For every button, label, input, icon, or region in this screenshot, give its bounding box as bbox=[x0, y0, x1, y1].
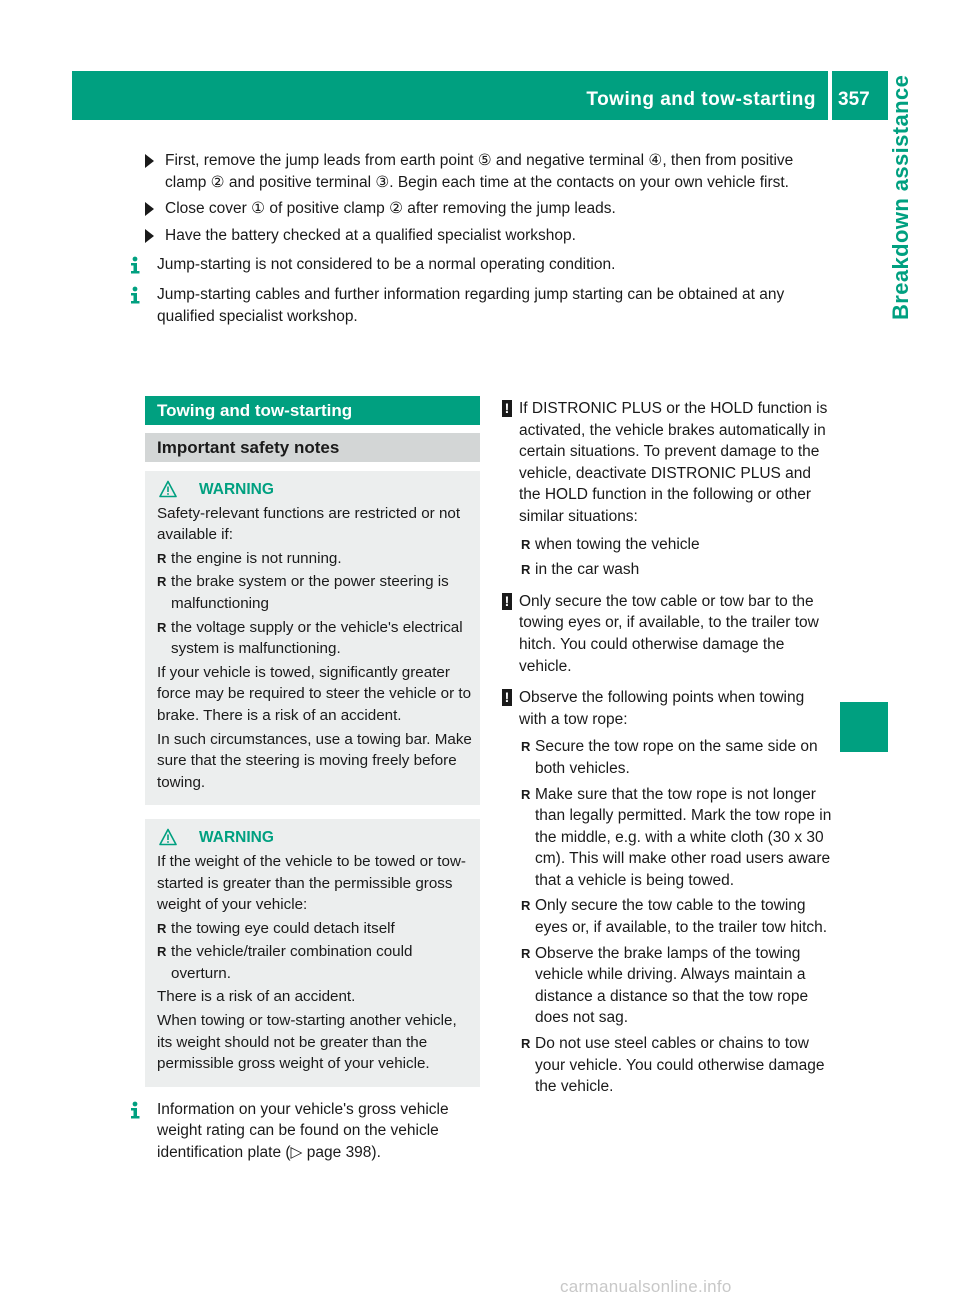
bullet-marker: R bbox=[521, 562, 531, 578]
warning-bullet bbox=[157, 617, 472, 660]
bullet-text: Secure the tow rope on the same side on both vehicles. bbox=[535, 738, 818, 777]
warning-paragraph: When towing or tow-starting another vehicle, its weight should not be greater than the permissible gross weight of your vehicle. bbox=[157, 1012, 457, 1073]
watermark: carmanualsonline.info bbox=[560, 1277, 732, 1296]
side-tab-marker bbox=[840, 702, 888, 752]
notice-text: Only secure the tow cable or tow bar to the towing eyes or, if available, to the trailer tow hitch. You could otherwise damage the vehicle. bbox=[519, 592, 819, 675]
info-note bbox=[127, 254, 835, 276]
info-note bbox=[127, 1099, 480, 1164]
notice-bullet bbox=[502, 736, 835, 779]
section-subtitle: Important safety notes bbox=[145, 433, 480, 462]
section-title: Towing and tow-starting bbox=[145, 396, 480, 425]
bullet-marker: R bbox=[157, 550, 167, 566]
bullet-marker: R bbox=[157, 574, 167, 590]
notice-exclamation-icon: ! bbox=[502, 689, 512, 706]
bullet-marker: R bbox=[521, 536, 531, 552]
warning-bullet bbox=[157, 941, 472, 984]
step-text: Have the battery checked at a qualified specialist workshop. bbox=[165, 226, 576, 244]
info-icon bbox=[127, 256, 143, 274]
info-text: Jump-starting is not considered to be a normal operating condition. bbox=[157, 256, 616, 274]
instruction-step bbox=[145, 198, 835, 220]
side-tab-label: Breakdown assistance bbox=[888, 74, 913, 320]
bullet-text: Make sure that the tow rope is not longer than legally permitted. Mark the tow rope in the middle, e.g. with a white cloth (30 x 30 cm). This will make other road users aware that a vehicle is being towed. bbox=[535, 785, 832, 889]
warning-heading bbox=[157, 479, 472, 501]
warning-intro: If the weight of the vehicle to be towed or tow-started is greater than the permissible gross weight of your vehicle: bbox=[157, 852, 466, 914]
warning-box bbox=[145, 819, 480, 1087]
bullet-text: the voltage supply or the vehicle's electrical system is malfunctioning. bbox=[171, 618, 463, 658]
step-text: Close cover ① of positive clamp ② after removing the jump leads. bbox=[165, 200, 616, 218]
bullet-text: the towing eye could detach itself bbox=[171, 919, 395, 937]
step-text: First, remove the jump leads from earth point ⑤ and negative terminal ④, then from positive clamp ② and positive terminal ③. Begin each time at the contacts on your own vehicle first. bbox=[165, 152, 794, 191]
warning-bullet bbox=[157, 548, 472, 570]
instruction-step bbox=[145, 150, 835, 193]
info-text: Jump-starting cables and further information regarding jump starting can be obtained at any qualified specialist workshop. bbox=[157, 285, 785, 325]
bullet-marker: R bbox=[157, 619, 167, 635]
step-arrow-icon bbox=[145, 202, 154, 216]
instruction-step bbox=[145, 225, 835, 247]
warning-paragraph: In such circumstances, use a towing bar. Make sure that the steering is moving freely before towing. bbox=[157, 730, 472, 791]
notice-text: If DISTRONIC PLUS or the HOLD function is activated, the vehicle brakes automatically in certain situations. To prevent damage to the vehicle, deactivate DISTRONIC PLUS and the HOLD function in the following or other similar situations: bbox=[519, 400, 828, 525]
notice-exclamation-icon: ! bbox=[502, 400, 512, 417]
page-header-title: Towing and tow-starting bbox=[586, 89, 816, 110]
bullet-marker: R bbox=[521, 786, 531, 802]
info-icon bbox=[127, 286, 143, 304]
instruction-block bbox=[145, 150, 835, 332]
bullet-marker: R bbox=[157, 920, 167, 936]
warning-bullet bbox=[157, 571, 472, 614]
step-arrow-icon bbox=[145, 154, 154, 168]
warning-triangle-icon bbox=[159, 828, 177, 846]
notice-bullet bbox=[502, 1033, 835, 1098]
warning-paragraph: There is a risk of an accident. bbox=[157, 988, 356, 1006]
notice bbox=[502, 398, 835, 528]
warning-triangle-icon bbox=[159, 480, 177, 498]
bullet-text: Do not use steel cables or chains to tow your vehicle. You could otherwise damage the vehicle. bbox=[535, 1035, 825, 1096]
step-arrow-icon bbox=[145, 229, 154, 243]
notice-bullet bbox=[502, 895, 835, 938]
bullet-marker: R bbox=[521, 945, 531, 961]
warning-box bbox=[145, 471, 480, 805]
right-column bbox=[502, 398, 835, 1102]
notice-exclamation-icon: ! bbox=[502, 593, 512, 610]
bullet-text: Observe the brake lamps of the towing vehicle while driving. Always maintain a distance a distance so that the tow rope does not sag. bbox=[535, 944, 809, 1027]
warning-intro: Safety-relevant functions are restricted or not available if: bbox=[157, 504, 461, 544]
bullet-text: the vehicle/trailer combination could overturn. bbox=[171, 943, 413, 982]
notice-bullet bbox=[502, 559, 835, 581]
warning-heading bbox=[157, 827, 472, 849]
warning-paragraph: If your vehicle is towed, significantly greater force may be required to steer the vehicle or to brake. There is a risk of an accident. bbox=[157, 663, 472, 724]
warning-label: WARNING bbox=[199, 829, 274, 847]
bullet-marker: R bbox=[521, 898, 531, 914]
header-separator bbox=[828, 71, 832, 120]
notice-text: Observe the following points when towing with a tow rope: bbox=[519, 689, 805, 728]
notice bbox=[502, 687, 835, 730]
bullet-text: Only secure the tow cable to the towing eyes or, if available, to the trailer tow hitch. bbox=[535, 897, 828, 937]
notice-bullet bbox=[502, 784, 835, 892]
info-note bbox=[127, 284, 835, 327]
page-number: 357 bbox=[838, 89, 870, 110]
bullet-text: in the car wash bbox=[535, 561, 640, 579]
notice bbox=[502, 591, 835, 677]
bullet-marker: R bbox=[521, 739, 531, 755]
warning-bullet bbox=[157, 918, 472, 940]
bullet-marker: R bbox=[521, 1036, 531, 1052]
info-icon bbox=[127, 1101, 143, 1119]
notice-bullet bbox=[502, 534, 835, 556]
bullet-text: the brake system or the power steering is malfunctioning bbox=[171, 573, 449, 612]
left-column bbox=[145, 396, 480, 1164]
info-text: Information on your vehicle's gross vehicle weight rating can be found on the vehicle identification plate (▷ page 398). bbox=[157, 1100, 449, 1162]
bullet-marker: R bbox=[157, 944, 167, 960]
bullet-text: the engine is not running. bbox=[171, 549, 342, 567]
warning-label: WARNING bbox=[199, 481, 274, 498]
notice-bullet bbox=[502, 943, 835, 1029]
bullet-text: when towing the vehicle bbox=[535, 535, 700, 553]
